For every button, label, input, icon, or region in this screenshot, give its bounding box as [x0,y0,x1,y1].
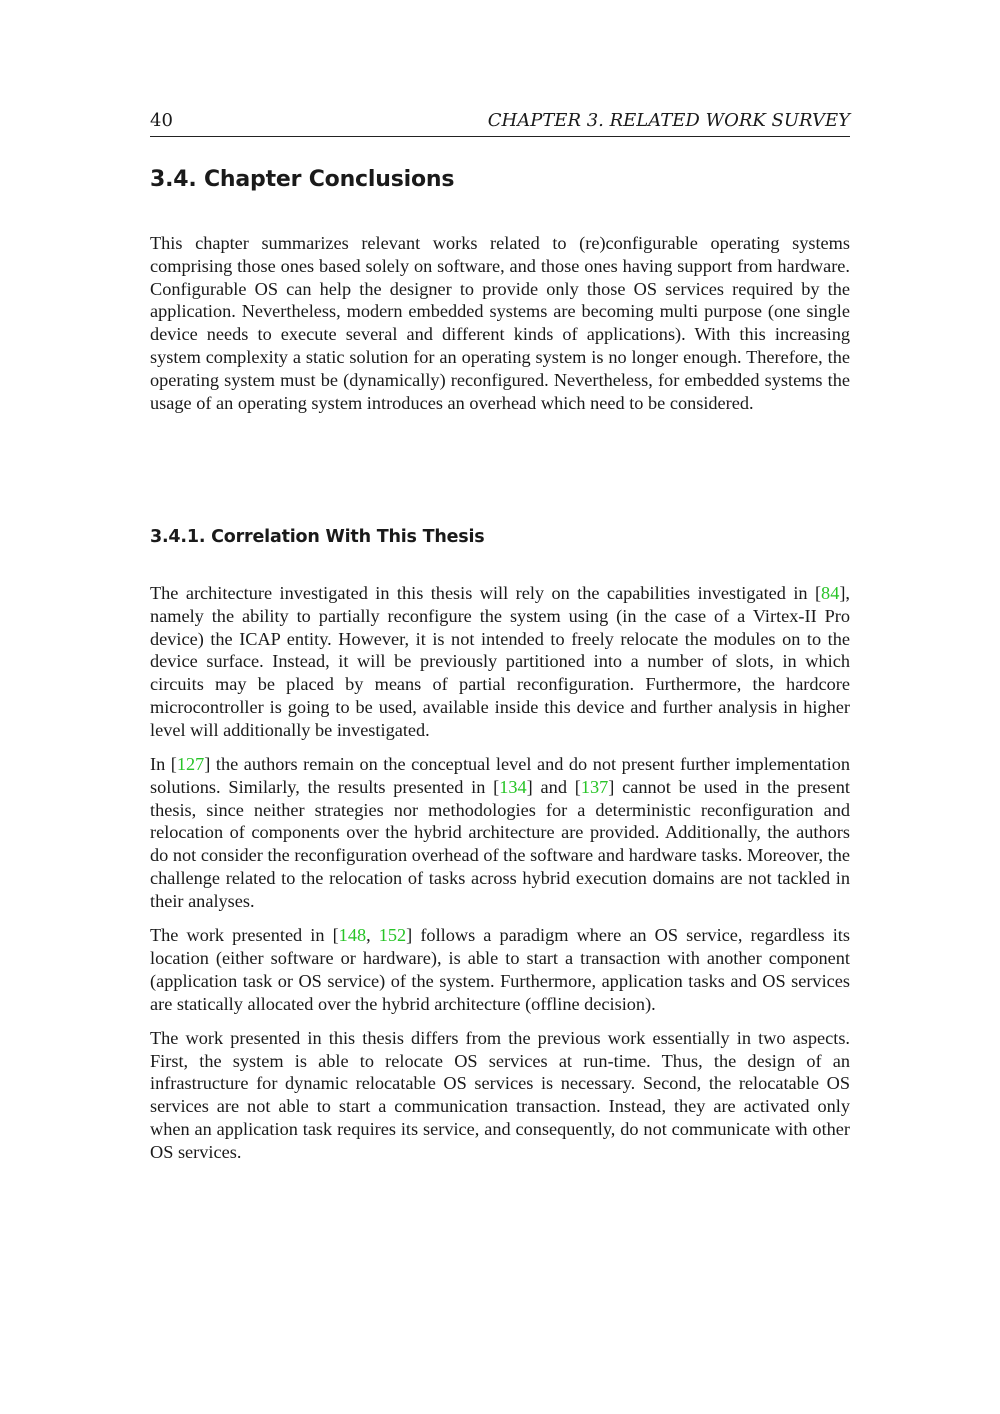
subsection-heading: 3.4.1. Correlation With This Thesis [150,527,485,547]
citation-link[interactable]: 137 [580,776,609,797]
correlation-paragraph-2 [150,753,850,913]
citation-link[interactable]: 127 [176,754,205,775]
correlation-paragraph-4: The work presented in this thesis differs from the previous work essentially in two aspects. First, the system is able to relocate OS services at run-time. Thus, the design of an infrastructure for dynamic relocatable OS services is necessary. Second, the relocatable OS services are not able to start a communication transaction. Instead, they are activated only when an application task requires its service, and consequently, do not communicate with other OS services. [150,1027,850,1162]
text-run: ] cannot be used in the present thesis, since neither strategies nor methodologies for a deterministic reconfiguration and relocation of components over the hybrid architecture are provided. Additionally, the authors do not consider the reconfiguration overhead of the software and hardware tasks. Moreover, the challenge related to the relocation of tasks across hybrid execution domains are not tackled in their analyses. [150,776,850,911]
text-run: The architecture investigated in this thesis will rely on the capabilities investigated in [ [150,583,822,603]
text-run: ] the authors remain on the conceptual level and do not present further implementation solutions. Similarly, the results presented in [ [150,754,850,797]
running-header [150,110,850,137]
text-run: In [ [150,754,177,775]
correlation-paragraph-1 [150,582,850,742]
citation-link[interactable]: 152 [378,925,407,946]
page-number: 40 [150,110,173,131]
conclusions-paragraph: This chapter summarizes relevant works related to (re)configurable operating systems comprising those ones based solely on software, and those ones having support from hardware. Configurable OS can help the designer to provide only those OS services required by the application. Nevertheless, modern embedded systems are becoming multi purpose (one single device needs to execute several and different kinds of applications). With this increasing system complexity a static solution for an operating system is no longer enough. Therefore, the operating system must be (dynamically) reconfigured. Nevertheless, for embedded systems the usage of an operating system introduces an overhead which need to be considered. [150,233,850,413]
text-run: ] follows a paradigm where an OS service, regardless its location (either software or hardware), is able to start a transaction with another component (application task or OS service) of the system. Furthermore, application tasks and OS services are statically allocated over the hybrid architecture (offline decision). [150,925,850,1014]
subsection-body [150,582,850,1175]
section-body [150,232,850,426]
citation-link[interactable]: 84 [821,583,840,603]
correlation-paragraph-3 [150,924,850,1015]
text-run: The work presented in [ [150,925,339,946]
citation-link[interactable]: 134 [499,776,527,797]
text-run: ], namely the ability to partially reconfigure the system using (in the case of a Virtex-II Pro device) the ICAP entity. However, it is not intended to freely relocate the modules on to the device surface. Instead, it will be previously partitioned into a number of slots, in which circuits may be placed by means of partial reconfiguration. Furthermore, the hardcore microcontroller is going to be used, available inside this device and further analysis in higher level will additionally be investigated. [150,583,850,740]
text-run: ] and [ [526,776,581,797]
text-run: , [366,925,379,946]
section-heading: 3.4. Chapter Conclusions [150,167,455,192]
citation-link[interactable]: 148 [338,925,367,946]
running-chapter-title: CHAPTER 3. RELATED WORK SURVEY [487,110,850,131]
